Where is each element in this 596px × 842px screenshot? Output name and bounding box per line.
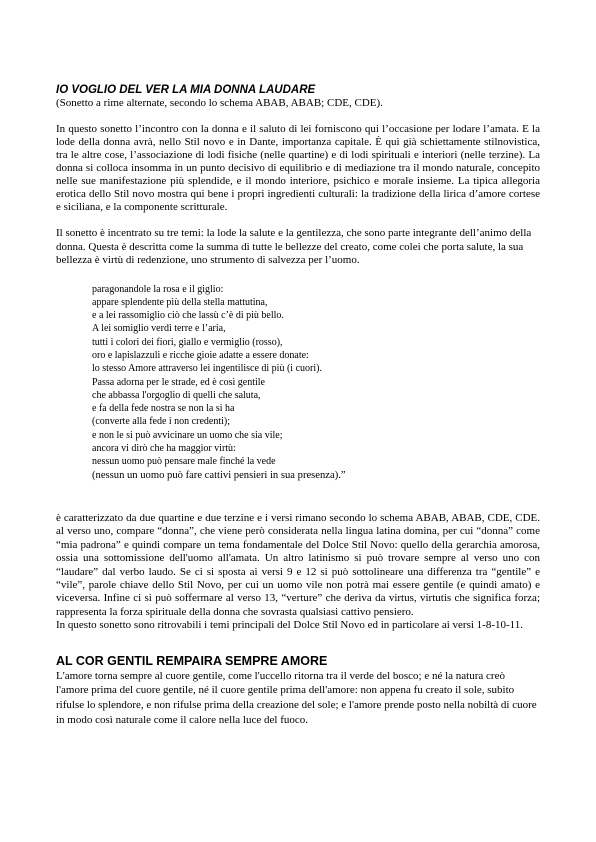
intro-paragraph: In questo sonetto l’incontro con la donna e il saluto di lei forniscono qui l’occasione per lodare l’amata. E la lode della donna avrà, nello Stil novo e in Dante, importanza capitale. È qui già schiettamente stilnovistica, tra le altre cose, l’associazione di lodi fisiche (nelle quartine) e di lodi spirituali e interiori (nelle terzine). La donna si colloca insomma in un punto decisivo di equilibrio e di mediazione tra il mondo naturale, concepito nelle sue manifestazione più splendide, e il mondo interiore, psichico e morale insieme. La tipica allegoria erotica dello Stil novo mostra qui bene i propri ingredienti culturali: la tradizione della lirica d’amore cortese e siciliana, e la componente scritturale. <box>56 123 540 213</box>
al-cor-gentil-paragraph: L'amore torna sempre al cuore gentile, come l'uccello ritorna tra il verde del bosco; e né la natura creò l'amore prima del cuore gentile, né il cuore gentile prima dell'amore: non appena fu creato il sole, subito rifulse lo splendore, e non rifulse prima della creazione del sole; e l'amore prende posto nella nobiltà di cuore in modo così naturale come il calore nella luce del fuoco. <box>56 669 537 726</box>
analysis-paragraph: è caratterizzato da due quartine e due terzine e i versi rimano secondo lo schema ABAB, ABAB, CDE, CDE. al verso uno, compare “donna”, che viene però considerata nella lingua latina domina, per cui “donna” come “mia padrona” e quindi compare un tema fondamentale del Dolce Stil Novo: quello della gerarchia amorosa, ossia una sottomissione dell'uomo all'amata. Un altro latinismo si può trovare sempre al verso uno con “laudare” dal verbo laudo. Se ci si sposta ai versi 9 e 12 si può sottolineare una differenza tra “gentile” e “vile”, parole chiave dello Stil Novo, per cui un uomo vile non potrà mai essere gentile (e quindi amato) e viceversa. Infine ci si può soffermare al verso 13, “verture” che deriva da virtus, virtutis che significa forza; rappresenta la forza spirituale della donna che sovrasta qualsiasi cattivo pensiero. <box>56 511 540 618</box>
conclusion-paragraph: In questo sonetto sono ritrovabili i temi principali del Dolce Stil Novo ed in particolare ai versi 1-8-10-11. <box>56 619 523 632</box>
quote-line: oro e lapislazzuli e ricche gioie adatte a essere donate: <box>92 349 309 361</box>
quote-line: ancora vi dirò che ha maggior virtù: <box>92 443 236 455</box>
quote-line: lo stesso Amore attraverso lei ingentilisce di più (i cuori). <box>92 363 322 375</box>
quote-line: Passa adorna per le strade, ed è così gentile <box>92 376 265 388</box>
quote-line: e non le si può avvicinare un uomo che sia vile; <box>92 429 283 441</box>
document-page <box>56 84 540 728</box>
sonnet-scheme-note: (Sonetto a rime alternate, secondo lo schema ABAB, ABAB; CDE, CDE). <box>56 97 383 109</box>
quote-line: che abbassa l'orgoglio di quelli che saluta, <box>92 389 261 401</box>
section-title-io-voglio: IO VOGLIO DEL VER LA MIA DONNA LAUDARE <box>56 84 316 96</box>
themes-paragraph: Il sonetto è incentrato su tre temi: la lode la salute e la gentilezza, che sono parte integrante dell’animo della donna. Questa è descritta come la summa di tutte le bellezze del creato, come colei che porta salute, la sua bellezza è virtù di redenzione, uno strumento di salvezza per l’uomo. <box>56 227 532 266</box>
quote-line: nessun uomo può pensare male finché la vede <box>92 456 276 468</box>
quote-line: A lei somiglio verdi terre e l’aria, <box>92 323 226 335</box>
spacer <box>56 482 540 512</box>
quote-line: tutti i colori dei fiori, giallo e vermiglio (rosso), <box>92 336 283 348</box>
quote-line: e a lei rassomiglio ciò che lassù c’è di più bello. <box>92 310 284 322</box>
section-title-al-cor-gentil: AL COR GENTIL REMPAIRA SEMPRE AMORE <box>56 653 328 668</box>
paraphrase-quote <box>92 283 540 482</box>
quote-line: e fa della fede nostra se non la si ha <box>92 403 235 415</box>
quote-line-last: (nessun un uomo può fare cattivi pensieri in sua presenza).” <box>92 469 346 481</box>
quote-line: appare splendente più della stella mattutina, <box>92 296 268 308</box>
quote-line: (converte alla fede i non credenti); <box>92 416 230 428</box>
quote-line: paragonandole la rosa e il giglio: <box>92 283 224 295</box>
